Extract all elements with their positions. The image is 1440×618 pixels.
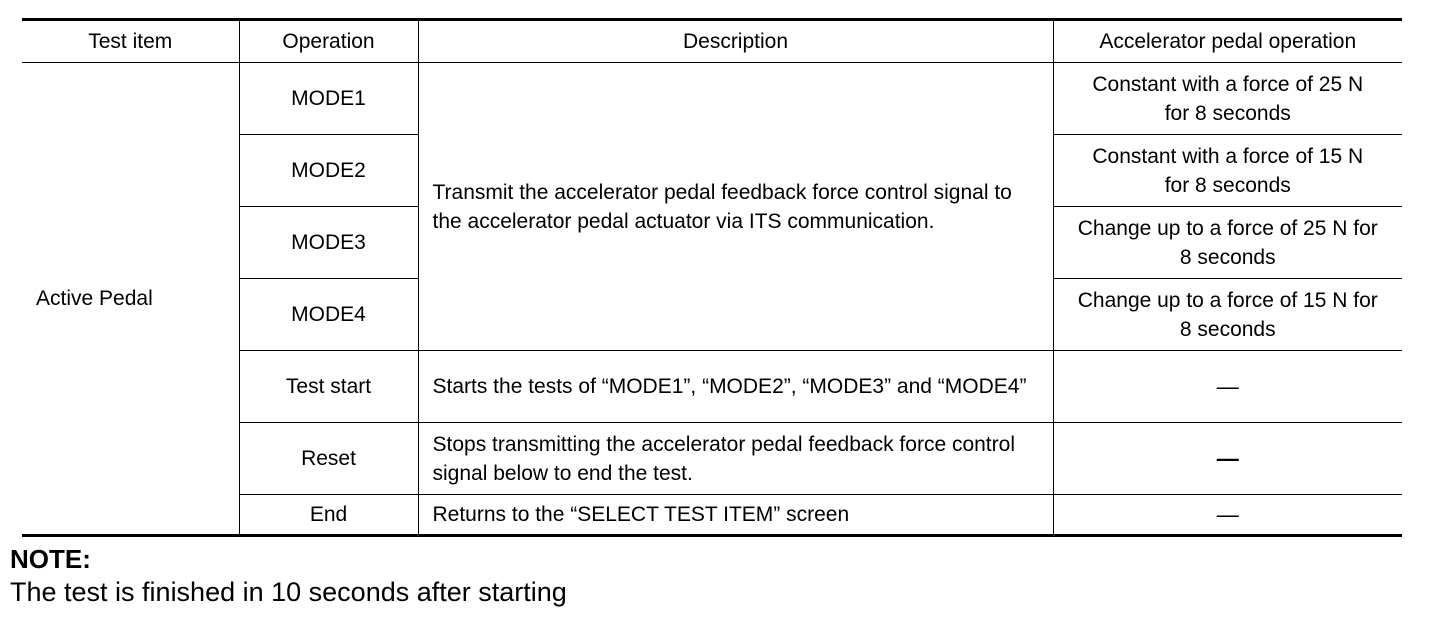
pedal-line-2: for 8 seconds: [1164, 173, 1291, 197]
header-pedal-operation: Accelerator pedal operation: [1053, 20, 1402, 63]
description-cell: Stops transmitting the accelerator pedal feedback force control signal below to end the test.: [418, 423, 1053, 495]
pedal-line-2: 8 seconds: [1179, 245, 1276, 269]
operation-cell: Test start: [239, 351, 418, 423]
shared-description-cell: Transmit the accelerator pedal feedback force control signal to the accelerator pedal actuator via ITS communication.: [418, 63, 1053, 351]
pedal-operation-cell: [1053, 207, 1402, 279]
pedal-operation-cell: [1053, 351, 1402, 423]
pedal-line-1: Change up to a force of 15 N for: [1077, 288, 1378, 312]
pedal-line-1: Constant with a force of 25 N: [1092, 72, 1364, 96]
note-text: The test is finished in 10 seconds after starting: [10, 577, 567, 607]
pedal-operation-cell: [1053, 495, 1402, 536]
description-cell: Starts the tests of “MODE1”, “MODE2”, “MODE3” and “MODE4”: [418, 351, 1053, 423]
header-description: Description: [418, 20, 1053, 63]
operation-cell: MODE3: [239, 207, 418, 279]
operation-cell: MODE2: [239, 135, 418, 207]
note-title: NOTE:: [10, 544, 91, 574]
pedal-operation-cell: [1053, 423, 1402, 495]
table-row: [22, 63, 1402, 135]
pedal-operation-cell: [1053, 135, 1402, 207]
pedal-operation-cell: [1053, 63, 1402, 135]
table-header-row: [22, 20, 1402, 63]
pedal-operation-cell: [1053, 279, 1402, 351]
active-test-table: [22, 18, 1402, 537]
pedal-line-2: for 8 seconds: [1164, 101, 1291, 125]
pedal-line-1: Constant with a force of 15 N: [1092, 144, 1364, 168]
operation-cell: Reset: [239, 423, 418, 495]
note-block: [10, 543, 567, 609]
operation-cell: End: [239, 495, 418, 536]
dash-mark: —: [1216, 445, 1239, 471]
pedal-line-2: 8 seconds: [1179, 317, 1276, 341]
pedal-line-1: Change up to a force of 25 N for: [1077, 216, 1378, 240]
header-test-item: Test item: [22, 20, 239, 63]
dash-mark: —: [1216, 501, 1239, 527]
dash-mark: —: [1216, 373, 1239, 399]
operation-cell: MODE1: [239, 63, 418, 135]
test-item-cell: Active Pedal: [22, 63, 239, 536]
operation-cell: MODE4: [239, 279, 418, 351]
description-cell: Returns to the “SELECT TEST ITEM” screen: [418, 495, 1053, 536]
header-operation: Operation: [239, 20, 418, 63]
